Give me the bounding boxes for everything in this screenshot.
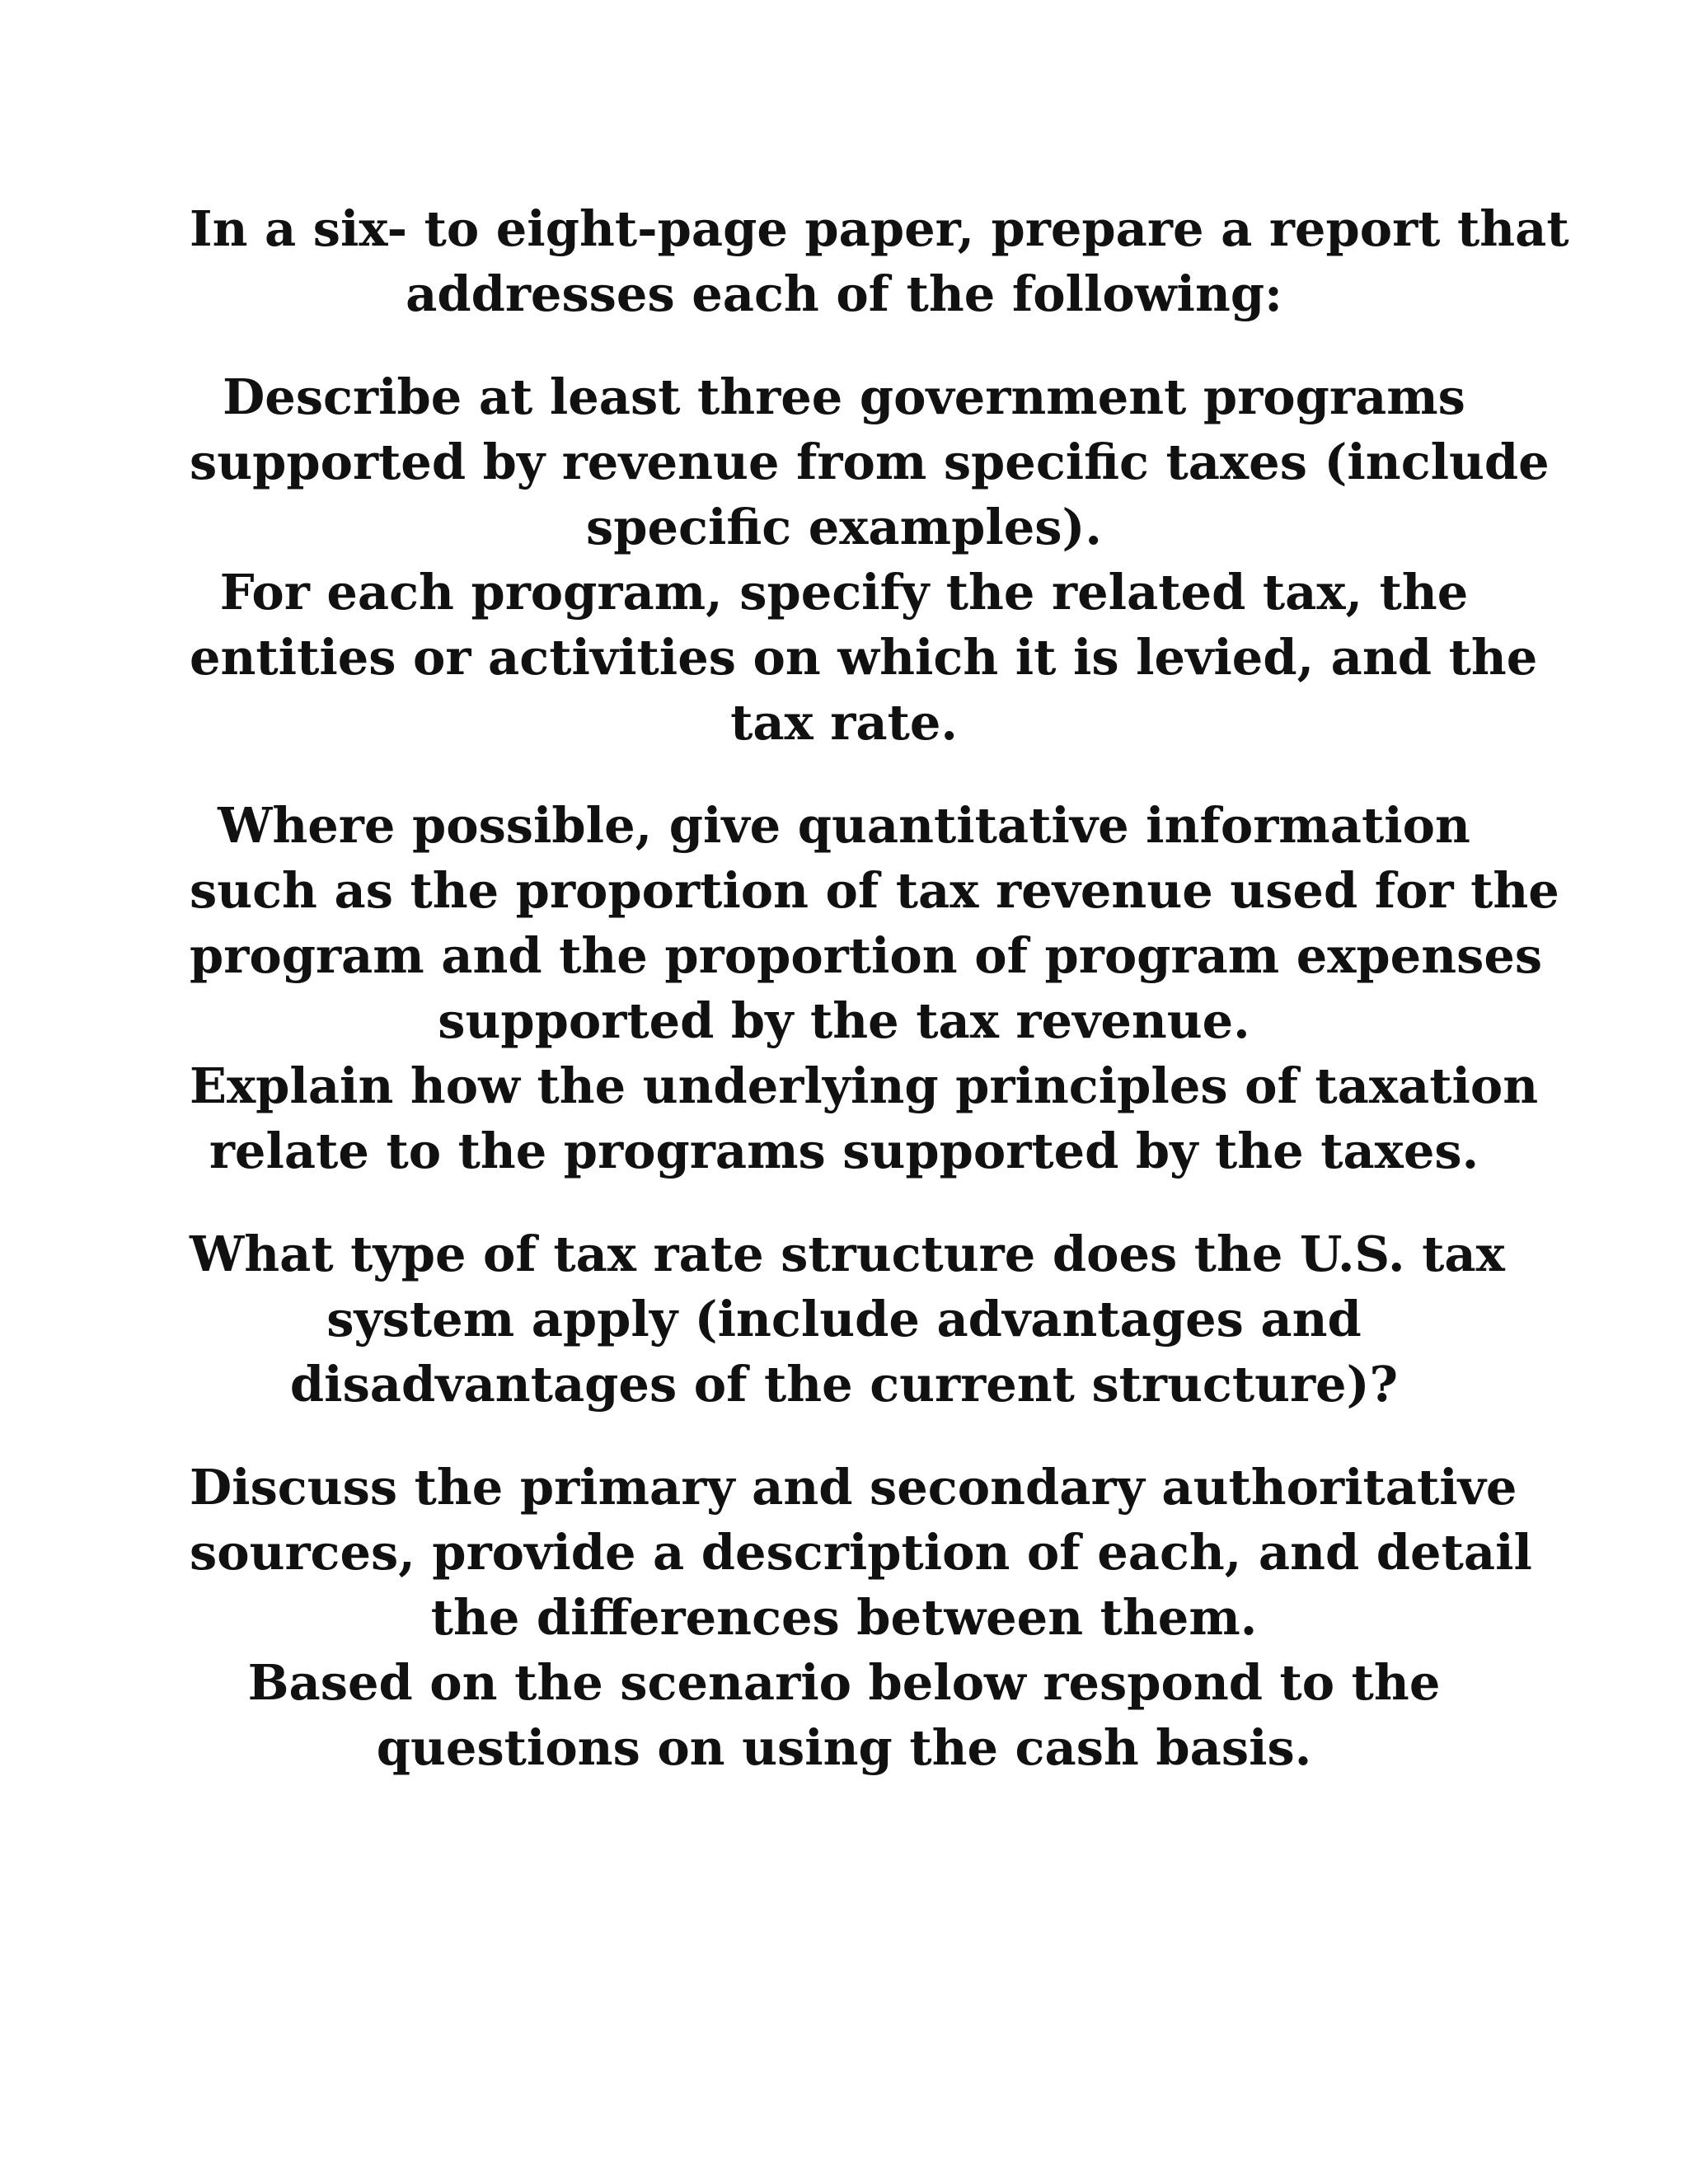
principles-paragraph [190,1053,1539,1183]
text-line: disadvantages of the current structure)? [289,1356,1399,1413]
rate-structure-paragraph [190,1221,1505,1417]
scenario-paragraph [190,1650,1498,1780]
text-line: relate to the programs supported by the taxes. [209,1122,1479,1179]
intro-paragraph [190,196,1569,326]
text-line: specific examples). [586,499,1102,555]
quantitative-paragraph [190,793,1559,1053]
block-spacer [190,755,1498,793]
text-line: sources, provide a description of each, and detail [190,1524,1532,1581]
text-line: supported by revenue from specific taxes (include [190,434,1550,490]
rate-structure-block [190,1221,1505,1417]
block-spacer [190,1183,1498,1221]
block-spacer [190,1417,1498,1455]
programs-paragraph [190,364,1550,560]
sources-block [190,1455,1532,1780]
sources-paragraph [190,1455,1532,1650]
text-line: supported by the tax revenue. [438,992,1250,1049]
block-spacer [190,326,1498,364]
text-line: In a six- to eight-page paper, prepare a report that [190,200,1569,257]
text-line: entities or activities on which it is levied, and the [190,629,1538,686]
quantitative-block [190,793,1559,1183]
intro-block [190,196,1569,326]
related-tax-paragraph [190,560,1538,755]
text-line: Discuss the primary and secondary authoritative [190,1459,1517,1516]
text-line: Where possible, give quantitative information [218,797,1470,854]
text-line: tax rate. [730,694,958,751]
text-line: Based on the scenario below respond to the [247,1654,1441,1711]
text-line: Describe at least three government programs [223,368,1465,425]
programs-block [190,364,1550,755]
text-line: What type of tax rate structure does the U.S. tax [190,1226,1505,1282]
text-line: system apply (include advantages and [326,1291,1362,1347]
text-line: the differences between them. [430,1589,1258,1646]
text-line: questions on using the cash basis. [376,1719,1312,1776]
document-body [190,196,1569,1780]
text-line: such as the proportion of tax revenue used for the [190,862,1559,919]
text-line: Explain how the underlying principles of taxation [190,1057,1539,1114]
text-line: addresses each of the following: [406,265,1282,322]
text-line: For each program, specify the related tax, the [219,564,1469,621]
text-line: program and the proportion of program expenses [190,927,1543,984]
